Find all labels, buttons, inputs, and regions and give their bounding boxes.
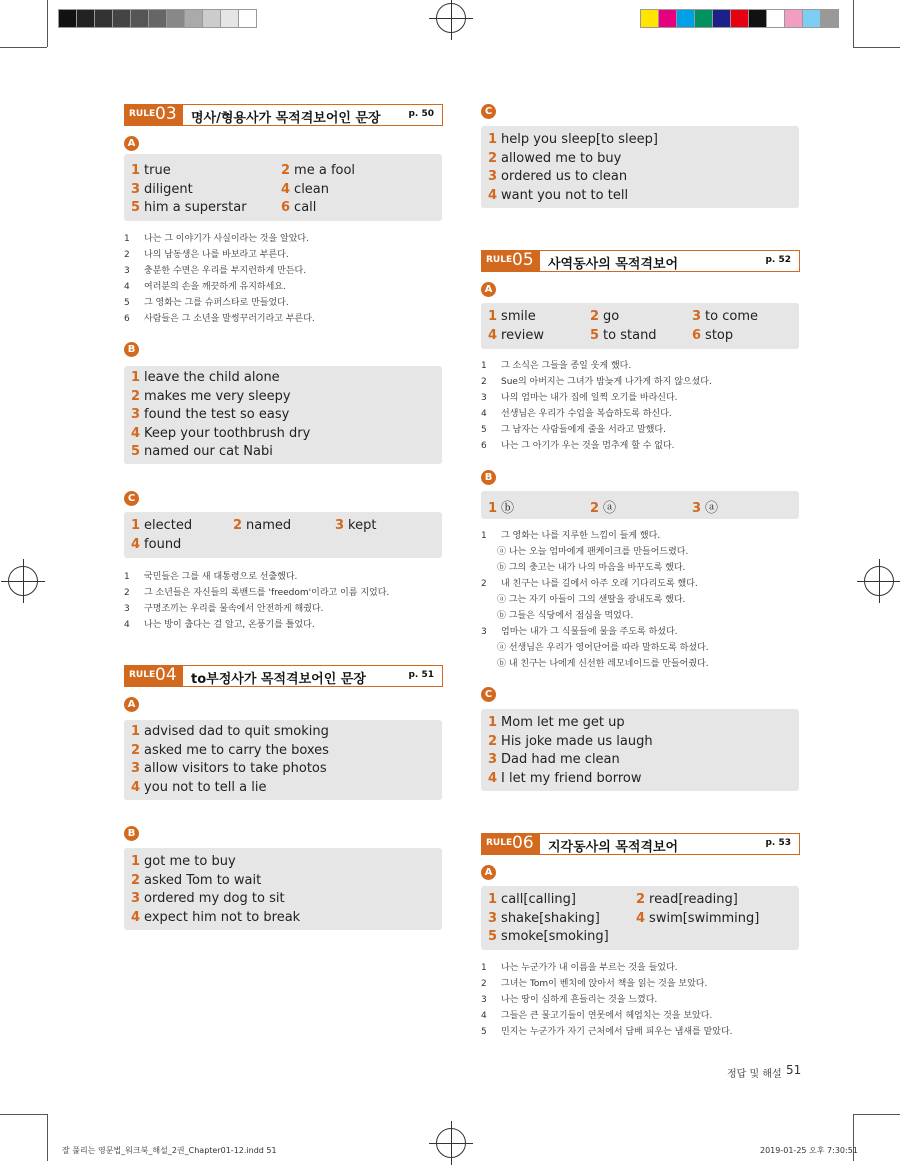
answer-number: 1 bbox=[488, 715, 498, 730]
gray-swatch bbox=[238, 9, 257, 28]
answer-item bbox=[131, 873, 261, 888]
answer-text: allow visitors to take photos bbox=[144, 761, 327, 776]
answer-text: kept bbox=[348, 518, 377, 533]
translation-text: 나는 그 이야기가 사실이라는 것을 알았다. bbox=[144, 234, 309, 244]
answer-item bbox=[131, 854, 236, 869]
answer-text: named bbox=[246, 518, 292, 533]
answer-number: 1 bbox=[131, 724, 141, 739]
crop-mark bbox=[853, 0, 854, 47]
option-a-line: ⓐ 그는 자기 아들이 그의 샌딸을 광내도록 했다. bbox=[497, 595, 686, 605]
answer-text: shake[shaking] bbox=[501, 910, 600, 926]
color-swatch bbox=[766, 9, 785, 28]
answer-item bbox=[488, 188, 628, 203]
translation-text: 나는 그 아기가 우는 것을 멈추게 할 수 없다. bbox=[501, 441, 675, 451]
translation-number: 6 bbox=[481, 441, 487, 451]
option-a-line: ⓐ 선생님은 우리가 영어단어를 따라 말하도록 하셨다. bbox=[497, 643, 709, 653]
option-b-line: ⓑ 내 친구는 나에게 신선한 레모네이드를 만들어줬다. bbox=[497, 659, 709, 669]
translation-number: 3 bbox=[481, 627, 487, 637]
translation-text: 나의 남동생은 나를 바보라고 부른다. bbox=[144, 250, 289, 260]
rule-header bbox=[481, 250, 800, 272]
rule-title: 사역동사의 목적격보어 bbox=[548, 257, 679, 272]
gray-swatch bbox=[112, 9, 131, 28]
translation-number: 3 bbox=[124, 266, 130, 276]
answer-text: ordered us to clean bbox=[501, 169, 628, 184]
answer-text: swim[swimming] bbox=[649, 910, 760, 926]
translation-line bbox=[481, 576, 698, 589]
answer-text: I let my friend borrow bbox=[501, 770, 642, 786]
translation-number: 2 bbox=[124, 588, 130, 598]
answer-item bbox=[131, 743, 329, 758]
rule-number: 05 bbox=[512, 250, 534, 270]
translation-text: 그 영화는 그를 슈퍼스타로 만들었다. bbox=[144, 298, 289, 308]
translation-text: 그들은 큰 물고기들이 연못에서 헤엄치는 것을 보았다. bbox=[501, 1011, 713, 1021]
answer-item bbox=[488, 328, 544, 343]
translation-text: 여러분의 손을 깨끗하게 유지하세요. bbox=[144, 282, 286, 292]
answer-text: expect him not to break bbox=[144, 909, 301, 925]
crop-mark bbox=[853, 1114, 900, 1115]
answer-item bbox=[131, 407, 289, 422]
answer-number: 4 bbox=[488, 187, 498, 203]
translation-text: 그 소식은 그들을 종일 웃게 했다. bbox=[501, 361, 632, 371]
translation-text: Sue의 아버지는 그녀가 밤늦게 나가게 하지 않으셨다. bbox=[501, 377, 712, 387]
answer-number: 2 bbox=[488, 733, 498, 749]
answer-item bbox=[488, 892, 576, 907]
translation-number: 1 bbox=[481, 963, 487, 973]
answer-item bbox=[692, 497, 718, 516]
answer-number: 1 bbox=[131, 370, 141, 385]
answer-text: me a fool bbox=[294, 163, 356, 178]
answer-text: smile bbox=[501, 309, 536, 324]
section-badge: B bbox=[124, 826, 139, 841]
color-swatch bbox=[730, 9, 749, 28]
answer-item bbox=[131, 761, 327, 776]
section-badge: B bbox=[124, 342, 139, 357]
answer-item bbox=[692, 309, 758, 324]
answer-text: want you not to tell bbox=[501, 187, 629, 203]
rule-title: to부정사가 목적격보어인 문장 bbox=[191, 672, 366, 687]
translation-number: 2 bbox=[481, 979, 487, 989]
answer-item bbox=[281, 163, 355, 178]
answer-number: 2 bbox=[590, 309, 600, 324]
translation-text: 충분한 수면은 우리를 부지런하게 만든다. bbox=[144, 266, 307, 276]
translation-line bbox=[481, 390, 678, 403]
registration-mark bbox=[436, 1128, 466, 1158]
translation-text: 사람들은 그 소년을 말썽꾸러기라고 부른다. bbox=[144, 314, 315, 324]
gray-swatch bbox=[130, 9, 149, 28]
translation-number: 3 bbox=[481, 995, 487, 1005]
crop-mark bbox=[853, 47, 900, 48]
translation-text: 나의 엄마는 내가 집에 일찍 오기를 바라신다. bbox=[501, 393, 678, 403]
answer-item bbox=[488, 752, 620, 767]
answer-item bbox=[488, 151, 621, 166]
color-swatch bbox=[784, 9, 803, 28]
translation-text: 나는 방이 춥다는 걸 알고, 온풍기를 틀었다. bbox=[144, 620, 315, 630]
registration-mark bbox=[8, 566, 38, 596]
translation-text: 나는 땅이 심하게 흔들리는 것을 느꼈다. bbox=[501, 995, 658, 1005]
translation-text: 국민들은 그를 새 대통령으로 선출했다. bbox=[144, 572, 298, 582]
color-swatch bbox=[640, 9, 659, 28]
section-badge: C bbox=[481, 687, 496, 702]
answer-number: 6 bbox=[692, 327, 702, 343]
answer-item bbox=[131, 426, 310, 441]
translation-line bbox=[124, 601, 324, 614]
answer-text: him a superstar bbox=[144, 200, 247, 215]
answer-item bbox=[488, 734, 653, 749]
rule-page-ref: p. 53 bbox=[765, 838, 791, 848]
translation-line bbox=[124, 231, 309, 244]
rule-number: 06 bbox=[512, 833, 534, 853]
rule-number: 03 bbox=[155, 104, 177, 124]
answer-number: 2 bbox=[131, 388, 141, 404]
answer-number: 6 bbox=[281, 200, 291, 215]
rule-tag bbox=[125, 666, 183, 686]
timestamp: 2019-01-25 오후 7:30:51 bbox=[760, 1146, 858, 1155]
rule-page-ref: p. 52 bbox=[765, 255, 791, 265]
answer-number: 4 bbox=[131, 779, 141, 795]
answer-text: to come bbox=[705, 309, 758, 324]
translation-line bbox=[481, 422, 666, 435]
color-swatch bbox=[676, 9, 695, 28]
answer-text: go bbox=[603, 309, 620, 324]
color-swatch bbox=[802, 9, 821, 28]
answer-text: asked me to carry the boxes bbox=[144, 742, 329, 758]
answer-item bbox=[335, 518, 376, 533]
answer-item bbox=[131, 163, 171, 178]
answer-item bbox=[488, 715, 625, 730]
answer-number: 2 bbox=[636, 892, 646, 907]
answer-number: 1 bbox=[488, 501, 498, 516]
answer-number: 1 bbox=[131, 518, 141, 533]
translation-number: 4 bbox=[124, 282, 130, 292]
translation-number: 4 bbox=[481, 409, 487, 419]
answer-item bbox=[488, 771, 641, 786]
rule-tag bbox=[482, 834, 540, 854]
answer-item bbox=[488, 929, 609, 944]
gray-swatch bbox=[220, 9, 239, 28]
crop-mark bbox=[0, 47, 47, 48]
translation-line bbox=[481, 374, 712, 387]
section-badge: C bbox=[124, 491, 139, 506]
answer-number: 4 bbox=[131, 909, 141, 925]
translation-text: 그 소년들은 자신들의 록밴드를 'freedom'이라고 이름 지었다. bbox=[144, 588, 390, 598]
option-a-line: ⓐ 나는 오늘 엄마에게 팬케이크를 만들어드렸다. bbox=[497, 547, 689, 557]
answer-number: 4 bbox=[281, 181, 291, 197]
translation-line bbox=[481, 624, 678, 637]
answer-text: diligent bbox=[144, 181, 193, 197]
translation-text: 나는 누군가가 내 이름을 부르는 것을 들었다. bbox=[501, 963, 678, 973]
translation-number: 2 bbox=[481, 377, 487, 387]
answer-number: 2 bbox=[131, 742, 141, 758]
answer-item bbox=[590, 497, 616, 516]
answer-number: 3 bbox=[692, 501, 702, 516]
answer-text: stop bbox=[705, 327, 734, 343]
answer-number: 2 bbox=[281, 163, 291, 178]
answer-item bbox=[488, 132, 658, 147]
rule-header bbox=[481, 833, 800, 855]
answer-text: got me to buy bbox=[144, 854, 236, 869]
answer-text: ⓐ bbox=[705, 501, 719, 516]
translation-number: 1 bbox=[124, 234, 130, 244]
answer-item bbox=[488, 497, 514, 516]
rule-page-ref: p. 51 bbox=[408, 670, 434, 680]
answer-text: Dad had me clean bbox=[501, 752, 620, 767]
translation-number: 2 bbox=[124, 250, 130, 260]
answer-text: found bbox=[144, 536, 182, 552]
answer-number: 5 bbox=[488, 929, 498, 944]
rule-header bbox=[124, 665, 443, 687]
translation-text: 선생님은 우리가 수업을 복습하도록 하신다. bbox=[501, 409, 672, 419]
answer-number: 4 bbox=[131, 536, 141, 552]
rule-tag bbox=[125, 105, 183, 125]
answer-item bbox=[692, 328, 733, 343]
answer-number: 4 bbox=[488, 770, 498, 786]
gray-swatch bbox=[166, 9, 185, 28]
translation-text: 그녀는 Tom이 벤치에 앉아서 책을 읽는 것을 보았다. bbox=[501, 979, 708, 989]
answer-number: 3 bbox=[131, 181, 141, 197]
translation-number: 1 bbox=[481, 361, 487, 371]
registration-mark bbox=[436, 3, 466, 33]
answer-text: you not to tell a lie bbox=[144, 779, 267, 795]
translation-line bbox=[124, 311, 315, 324]
translation-text: 내 친구는 나를 길에서 아주 오래 기다리도록 했다. bbox=[501, 579, 698, 589]
translation-line bbox=[481, 528, 660, 541]
answer-item bbox=[131, 389, 291, 404]
translation-line bbox=[481, 960, 678, 973]
answer-number: 5 bbox=[131, 444, 141, 459]
answer-item bbox=[131, 518, 192, 533]
color-swatch bbox=[694, 9, 713, 28]
translation-line bbox=[124, 247, 289, 260]
answer-number: 3 bbox=[488, 752, 498, 767]
section-badge: A bbox=[481, 282, 496, 297]
answer-text: allowed me to buy bbox=[501, 150, 622, 166]
translation-text: 민지는 누군가가 자기 근처에서 담배 피우는 냄새를 맡았다. bbox=[501, 1027, 733, 1037]
section-badge: A bbox=[124, 697, 139, 712]
answer-number: 1 bbox=[488, 309, 498, 324]
answer-text: review bbox=[501, 327, 545, 343]
answer-number: 2 bbox=[590, 501, 600, 516]
translation-line bbox=[124, 295, 289, 308]
translation-number: 2 bbox=[481, 579, 487, 589]
answer-text: Keep your toothbrush dry bbox=[144, 425, 311, 441]
answer-item bbox=[488, 309, 536, 324]
crop-mark bbox=[0, 1114, 47, 1115]
answer-text: true bbox=[144, 163, 171, 178]
gray-swatch bbox=[184, 9, 203, 28]
option-b-line: ⓑ 그의 충고는 내가 나의 마음을 바꾸도록 했다. bbox=[497, 563, 686, 573]
crop-mark bbox=[47, 1114, 48, 1161]
rule-title: 명사/형용사가 목적격보어인 문장 bbox=[191, 111, 381, 126]
answer-number: 2 bbox=[131, 872, 141, 888]
translation-line bbox=[124, 585, 389, 598]
answer-text: ordered my dog to sit bbox=[144, 891, 285, 906]
answer-item bbox=[590, 309, 619, 324]
translation-number: 4 bbox=[481, 1011, 487, 1021]
answer-text: call[calling] bbox=[501, 892, 576, 907]
translation-line bbox=[481, 1024, 733, 1037]
color-swatch bbox=[820, 9, 839, 28]
gray-swatch bbox=[94, 9, 113, 28]
answer-text: to stand bbox=[603, 327, 657, 343]
answer-number: 1 bbox=[488, 892, 498, 907]
section-badge: B bbox=[481, 470, 496, 485]
translation-line bbox=[481, 358, 631, 371]
rule-number: 04 bbox=[155, 665, 177, 685]
answer-text: makes me very sleepy bbox=[144, 388, 291, 404]
page-number: 51 bbox=[786, 1063, 802, 1077]
gray-swatch bbox=[76, 9, 95, 28]
translation-text: 그 남자는 사람들에게 줄을 서라고 말했다. bbox=[501, 425, 666, 435]
answer-number: 2 bbox=[233, 518, 243, 533]
answer-text: advised dad to quit smoking bbox=[144, 724, 329, 739]
rule-title: 지각동사의 목적격보어 bbox=[548, 840, 679, 855]
answer-item bbox=[281, 200, 316, 215]
translation-line bbox=[481, 992, 657, 1005]
translation-number: 3 bbox=[124, 604, 130, 614]
answer-item bbox=[488, 169, 627, 184]
gray-swatch bbox=[58, 9, 77, 28]
translation-number: 4 bbox=[124, 620, 130, 630]
answer-text: found the test so easy bbox=[144, 407, 290, 422]
answer-item bbox=[131, 444, 273, 459]
section-badge: A bbox=[481, 865, 496, 880]
translation-line bbox=[481, 438, 675, 451]
answer-text: elected bbox=[144, 518, 193, 533]
answer-number: 3 bbox=[692, 309, 702, 324]
section-badge: A bbox=[124, 136, 139, 151]
file-name: 잘 풀리는 영문법_워크북_해설_2권_Chapter01-12.indd 51 bbox=[62, 1146, 277, 1155]
answer-item bbox=[131, 182, 193, 197]
answer-item bbox=[131, 780, 266, 795]
answer-text: clean bbox=[294, 181, 330, 197]
translation-line bbox=[124, 263, 306, 276]
answer-number: 1 bbox=[131, 854, 141, 869]
answer-item bbox=[131, 910, 300, 925]
answer-item bbox=[131, 200, 247, 215]
answer-item bbox=[131, 891, 285, 906]
answer-text: ⓐ bbox=[603, 501, 617, 516]
answer-item bbox=[131, 370, 280, 385]
answer-item bbox=[281, 182, 329, 197]
answer-text: leave the child alone bbox=[144, 370, 280, 385]
translation-number: 1 bbox=[481, 531, 487, 541]
answer-number: 3 bbox=[131, 407, 141, 422]
translation-line bbox=[481, 976, 707, 989]
answer-text: His joke made us laugh bbox=[501, 733, 653, 749]
translation-line bbox=[124, 279, 286, 292]
translation-text: 그 영화는 나를 지루한 느낌이 들게 했다. bbox=[501, 531, 661, 541]
option-b-line: ⓑ 그들은 식당에서 점심을 먹었다. bbox=[497, 611, 634, 621]
rule-page-ref: p. 50 bbox=[408, 109, 434, 119]
translation-text: 엄마는 내가 그 식물들에 물을 주도록 하셨다. bbox=[501, 627, 678, 637]
color-swatch bbox=[748, 9, 767, 28]
answer-item bbox=[636, 892, 738, 907]
crop-mark bbox=[47, 0, 48, 47]
answer-number: 3 bbox=[488, 169, 498, 184]
answer-item bbox=[488, 911, 600, 926]
answer-text: asked Tom to wait bbox=[144, 872, 262, 888]
answer-number: 3 bbox=[131, 891, 141, 906]
answer-text: smoke[smoking] bbox=[501, 929, 609, 944]
rule-word: RULE bbox=[486, 255, 513, 265]
translation-line bbox=[124, 617, 315, 630]
answer-item bbox=[131, 537, 181, 552]
answer-text: read[reading] bbox=[649, 892, 738, 907]
translation-number: 5 bbox=[481, 425, 487, 435]
answer-number: 4 bbox=[488, 327, 498, 343]
gray-swatch bbox=[148, 9, 167, 28]
answer-text: named our cat Nabi bbox=[144, 444, 273, 459]
answer-number: 2 bbox=[488, 150, 498, 166]
color-swatch bbox=[712, 9, 731, 28]
rule-word: RULE bbox=[129, 670, 156, 680]
translation-number: 1 bbox=[124, 572, 130, 582]
answer-number: 5 bbox=[131, 200, 141, 215]
answer-number: 3 bbox=[131, 761, 141, 776]
answer-number: 1 bbox=[131, 163, 141, 178]
answer-number: 5 bbox=[590, 327, 600, 343]
answer-item bbox=[590, 328, 657, 343]
answer-text: help you sleep[to sleep] bbox=[501, 132, 658, 147]
answer-number: 4 bbox=[636, 910, 646, 926]
answer-number: 1 bbox=[488, 132, 498, 147]
color-swatch bbox=[658, 9, 677, 28]
answer-item bbox=[131, 724, 329, 739]
translation-number: 3 bbox=[481, 393, 487, 403]
rule-header bbox=[124, 104, 443, 126]
translation-number: 5 bbox=[481, 1027, 487, 1037]
answer-text: Mom let me get up bbox=[501, 715, 625, 730]
translation-line bbox=[124, 569, 297, 582]
answer-text: call bbox=[294, 200, 317, 215]
translation-line bbox=[481, 1008, 712, 1021]
answer-item bbox=[636, 911, 759, 926]
answer-number: 3 bbox=[335, 518, 345, 533]
answer-item bbox=[233, 518, 291, 533]
section-label: 정답 및 해설 bbox=[727, 1069, 782, 1080]
answer-number: 3 bbox=[488, 910, 498, 926]
rule-tag bbox=[482, 251, 540, 271]
registration-mark bbox=[864, 566, 894, 596]
gray-swatch bbox=[202, 9, 221, 28]
translation-line bbox=[481, 406, 672, 419]
translation-text: 구명조끼는 우리를 물속에서 안전하게 해줬다. bbox=[144, 604, 324, 614]
section-badge: C bbox=[481, 104, 496, 119]
translation-number: 6 bbox=[124, 314, 130, 324]
answer-text: ⓑ bbox=[501, 501, 515, 516]
rule-word: RULE bbox=[129, 109, 156, 119]
translation-number: 5 bbox=[124, 298, 130, 308]
answer-number: 4 bbox=[131, 425, 141, 441]
rule-word: RULE bbox=[486, 838, 513, 848]
answer-box bbox=[481, 491, 799, 519]
